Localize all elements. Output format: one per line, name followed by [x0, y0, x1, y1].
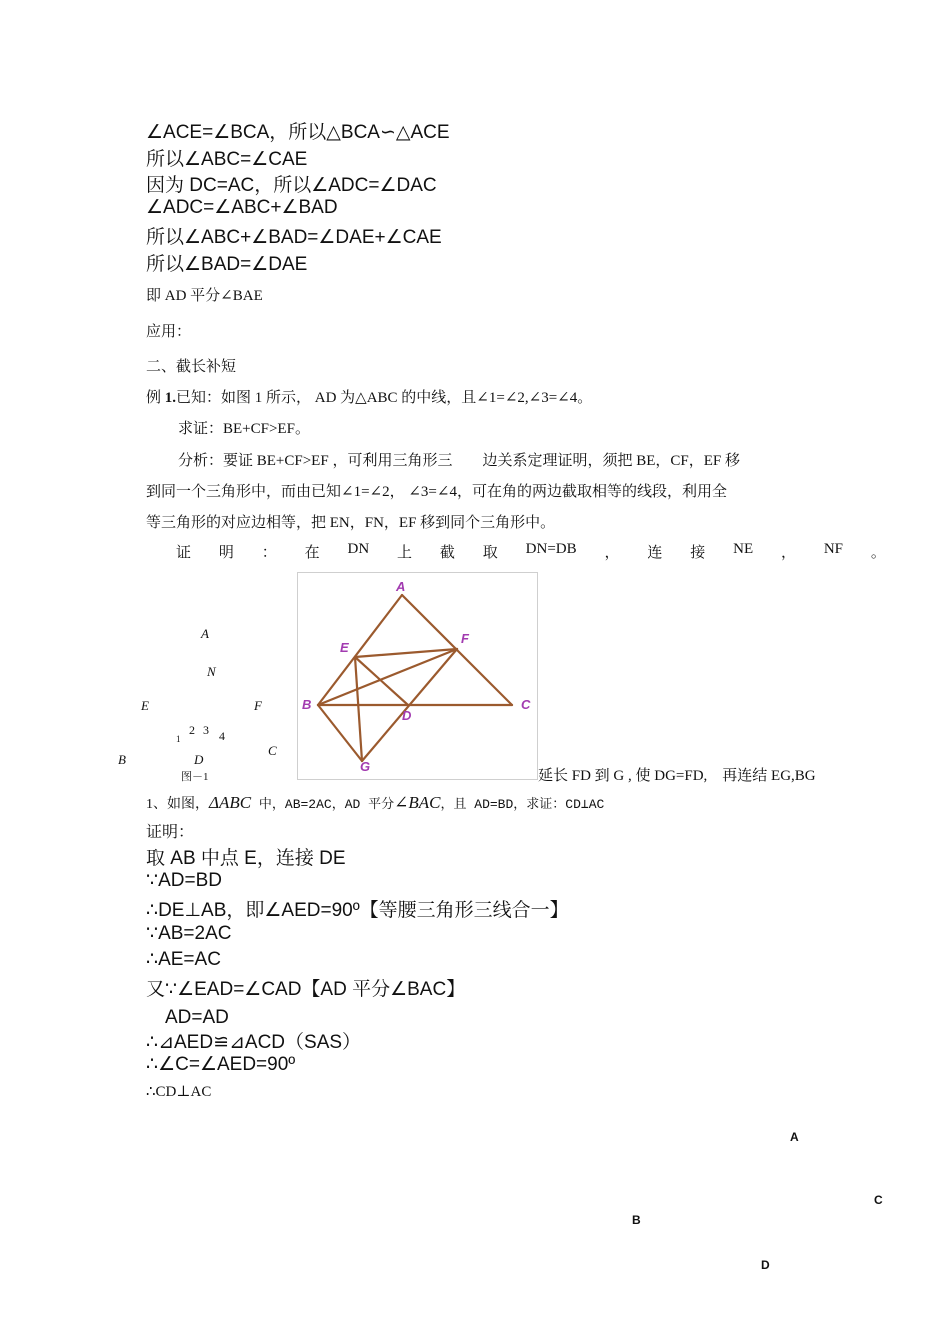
proof-line-8: ∴⊿AED≌⊿ACD（SAS）: [146, 1032, 362, 1053]
example-prefix: 例: [146, 390, 165, 406]
fig2-segment-ed: [355, 657, 408, 705]
fig2-label-a: A: [396, 579, 406, 594]
fig1-label-f: F: [254, 698, 262, 713]
fig1-label-e: E: [141, 698, 149, 713]
q1-triangle: ΔABC: [209, 793, 252, 812]
proof-char: DN=DB: [525, 541, 577, 557]
q1-suffix: ，且 AD=BD，求证：CD⊥AC: [440, 797, 605, 812]
section-heading: 二、截长补短: [146, 359, 237, 375]
proof-line-9: ∴∠C=∠AED=90º: [146, 1054, 296, 1075]
text-line-3: 因为 DC=AC，所以∠ADC=∠DAC: [146, 175, 437, 196]
proof-line-3: ∴DE⊥AB，即∠AED=90º【等腰三角形三线合一】: [146, 900, 569, 921]
proof-spread-line: [176, 541, 886, 562]
proof-char: 连: [647, 545, 663, 561]
fig2-segment-bg: [318, 705, 362, 761]
text-apply: 应用：: [146, 324, 192, 340]
text-line-2: 所以∠ABC=∠CAE: [146, 149, 308, 170]
q1-prefix: 1、如图，: [146, 797, 209, 812]
fig2-label-b: B: [302, 697, 312, 712]
fig1-caption: 图－1: [181, 771, 209, 783]
fig3-label-a: A: [790, 1130, 799, 1144]
example-text: 已知：如图 1 所示， AD 为△ABC 的中线，且∠1=∠2,∠3=∠4。: [176, 390, 593, 406]
q1-angle: ∠BAC: [394, 793, 441, 812]
proof-line-4: ∵AB=2AC: [146, 923, 232, 944]
proof-char: ，: [780, 545, 796, 561]
fig2-label-d: D: [402, 708, 412, 723]
proof-label: 证明：: [146, 824, 195, 841]
text-line-5: 所以∠ABC+∠BAD=∠DAE+∠CAE: [146, 227, 442, 248]
analysis-line-3: 等三角形的对应边相等，把 EN，FN，EF 移到同个三角形中。: [146, 515, 556, 531]
proof-line-1: 取 AB 中点 E，连接 DE: [146, 848, 346, 869]
example-number: 1.: [164, 390, 177, 406]
example-1: [146, 386, 592, 407]
text-line-4: ∠ADC=∠ABC+∠BAD: [146, 197, 338, 218]
extend-text: 延长 FD 到 G , 使 DG=FD, 再连结 EG,BG: [538, 768, 816, 784]
proof-char: 截: [439, 545, 455, 561]
fig3-label-b: B: [632, 1213, 641, 1227]
fig1-label-c: C: [268, 743, 277, 758]
fig1-label-a: A: [201, 626, 209, 641]
proof-char: 。: [870, 545, 886, 561]
proof-char: 证: [176, 545, 192, 561]
proof-line-7: AD=AD: [146, 1007, 229, 1028]
text-ad-bisects: 即 AD 平分∠BAE: [146, 288, 263, 304]
figure-2: [297, 572, 538, 780]
proof-char: 上: [397, 545, 413, 561]
proof-char: 在: [304, 545, 320, 561]
fig1-label-2: 2: [189, 723, 195, 737]
fig2-label-g: G: [360, 759, 371, 774]
proof-char: NF: [823, 541, 844, 557]
fig2-segment-eg: [355, 657, 362, 761]
prove-statement: 求证：BE+CF>EF。: [178, 421, 310, 437]
fig1-label-n: N: [207, 664, 216, 679]
fig3-label-c: C: [874, 1193, 883, 1207]
proof-conclusion: ∴CD⊥AC: [146, 1084, 212, 1100]
proof-char: ，: [604, 545, 620, 561]
fig1-label-3: 3: [203, 723, 209, 737]
proof-line-2: ∵AD=BD: [146, 870, 222, 891]
analysis-line-1: 分析：要证 BE+CF>EF ，可利用三角形三 边关系定理证明，须把 BE，CF，EF 移: [178, 453, 740, 469]
proof-char: ：: [261, 545, 277, 561]
text-line-1: ∠ACE=∠BCA，所以△BCA∽△ACE: [146, 122, 450, 143]
text-line-6: 所以∠BAD=∠DAE: [146, 254, 308, 275]
fig3-label-d: D: [761, 1258, 770, 1272]
proof-char: 取: [482, 545, 498, 561]
proof-line-6: 又∵∠EAD=∠CAD【AD 平分∠BAC】: [146, 979, 466, 1000]
figure-2-drawing: [298, 573, 537, 779]
proof-char: DN: [347, 541, 370, 557]
proof-char: 接: [690, 545, 706, 561]
proof-char: NE: [733, 541, 754, 557]
fig2-label-c: C: [521, 697, 531, 712]
question-1: [146, 793, 604, 813]
fig2-label-f: F: [461, 631, 469, 646]
fig1-label-4: 4: [219, 729, 225, 743]
fig2-label-e: E: [340, 640, 349, 655]
fig1-label-b: B: [118, 752, 126, 767]
proof-char: 明: [218, 545, 234, 561]
fig1-label-d: D: [194, 752, 204, 767]
q1-middle: 中，AB=2AC，AD 平分: [251, 797, 395, 812]
fig1-label-1: 1: [176, 734, 181, 744]
proof-line-5: ∴AE=AC: [146, 949, 221, 970]
analysis-line-2: 到同一个三角形中，而由已知∠1=∠2， ∠3=∠4，可在角的两边截取相等的线段，利用全: [146, 484, 727, 500]
